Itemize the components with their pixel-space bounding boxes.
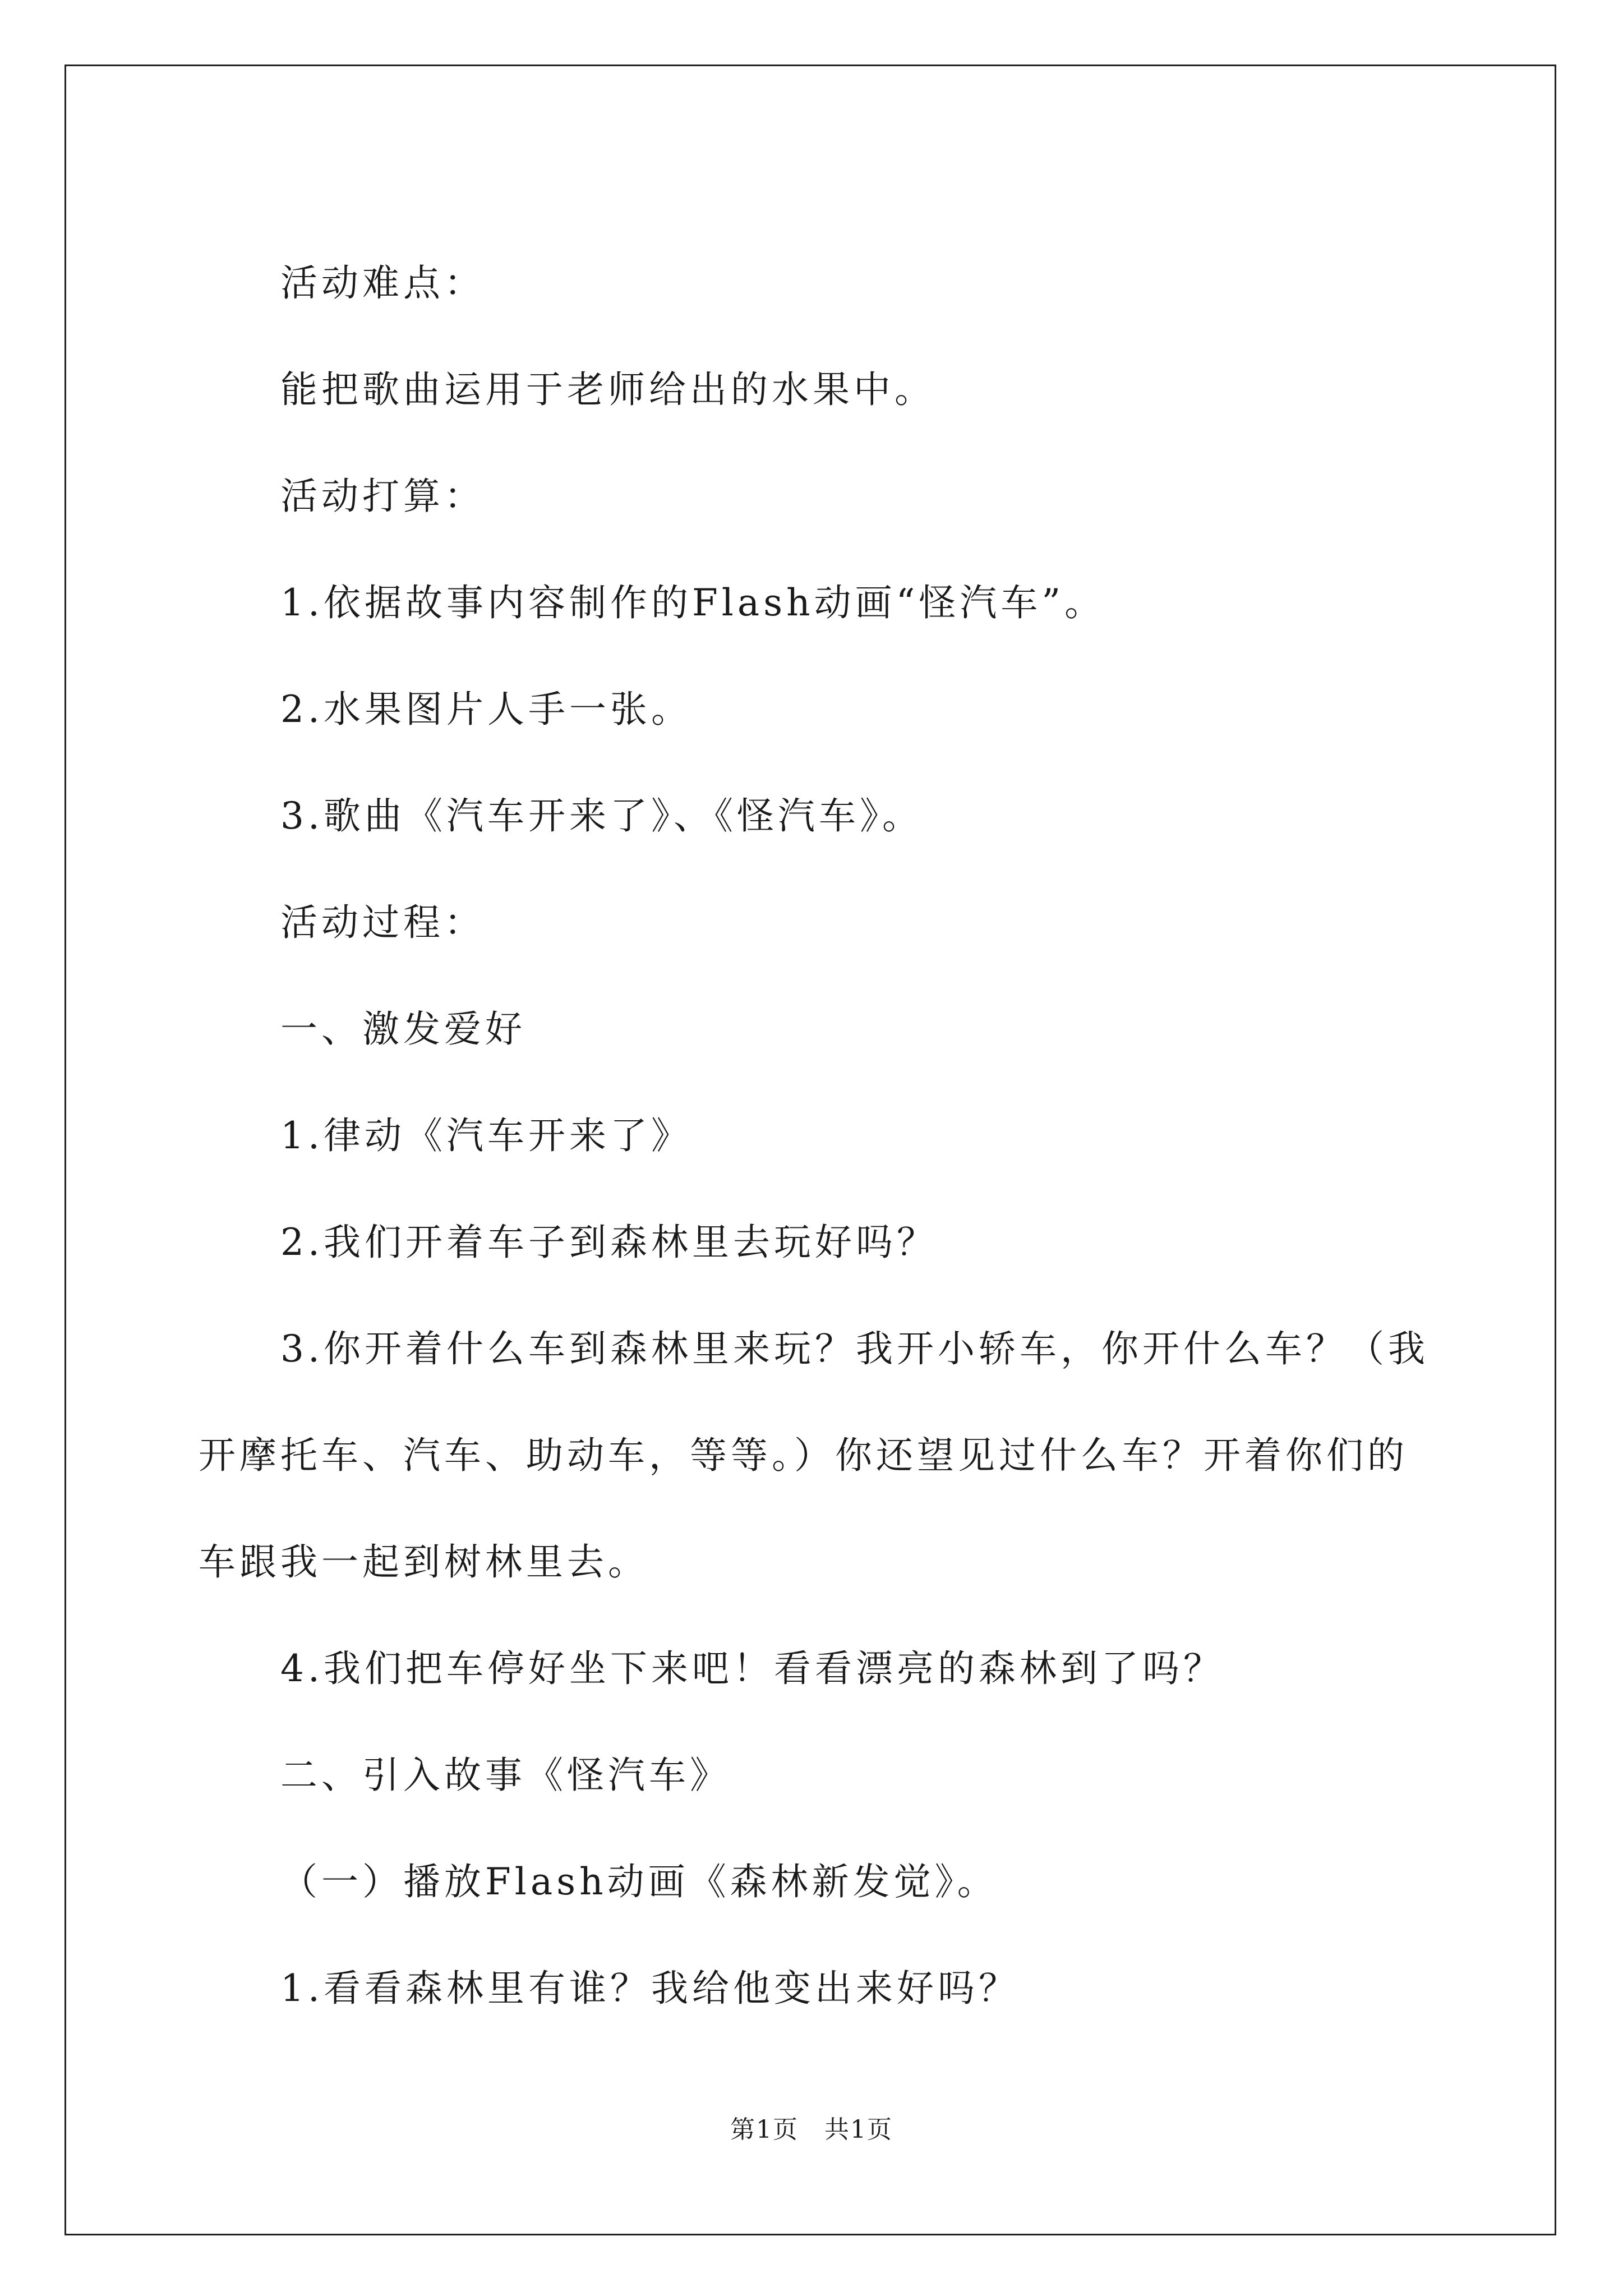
paragraph: 二、引入故事《怪汽车》	[280, 1754, 731, 1797]
page-number-footer: 第1页 共1页	[730, 2115, 893, 2144]
paragraph: 活动难点：	[280, 261, 485, 305]
paragraph: 1.看看森林里有谁？我给他变出来好吗？	[280, 1967, 1020, 2010]
paragraph: 活动过程：	[280, 901, 485, 944]
paragraph: 4.我们把车停好坐下来吧！看看漂亮的森林到了吗？	[280, 1647, 1224, 1690]
paragraph: 活动打算：	[280, 475, 485, 518]
paragraph: （一）播放Flash动画《森林新发觉》。	[280, 1860, 998, 1903]
paragraph: 2.水果图片人手一张。	[280, 688, 692, 731]
paragraph: 1.律动《汽车开来了》	[280, 1114, 692, 1157]
paragraph: 2.我们开着车子到森林里去玩好吗？	[280, 1221, 938, 1264]
paragraph: 一、激发爱好	[280, 1007, 526, 1051]
paragraph: 3.你开着什么车到森林里来玩？我开小轿车，你开什么车？（我开摩托车、汽车、助动车，等等。）你还望见过什么车？开着你们的车跟我一起到树林里去。	[199, 1327, 1429, 1584]
paragraph: 能把歌曲运用于老师给出的水果中。	[280, 368, 935, 411]
paragraph: 1.依据故事内容制作的Flash动画“怪汽车”。	[280, 581, 1106, 624]
paragraph: 3.歌曲《汽车开来了》、《怪汽车》。	[280, 794, 923, 838]
document-body	[199, 230, 1432, 2042]
